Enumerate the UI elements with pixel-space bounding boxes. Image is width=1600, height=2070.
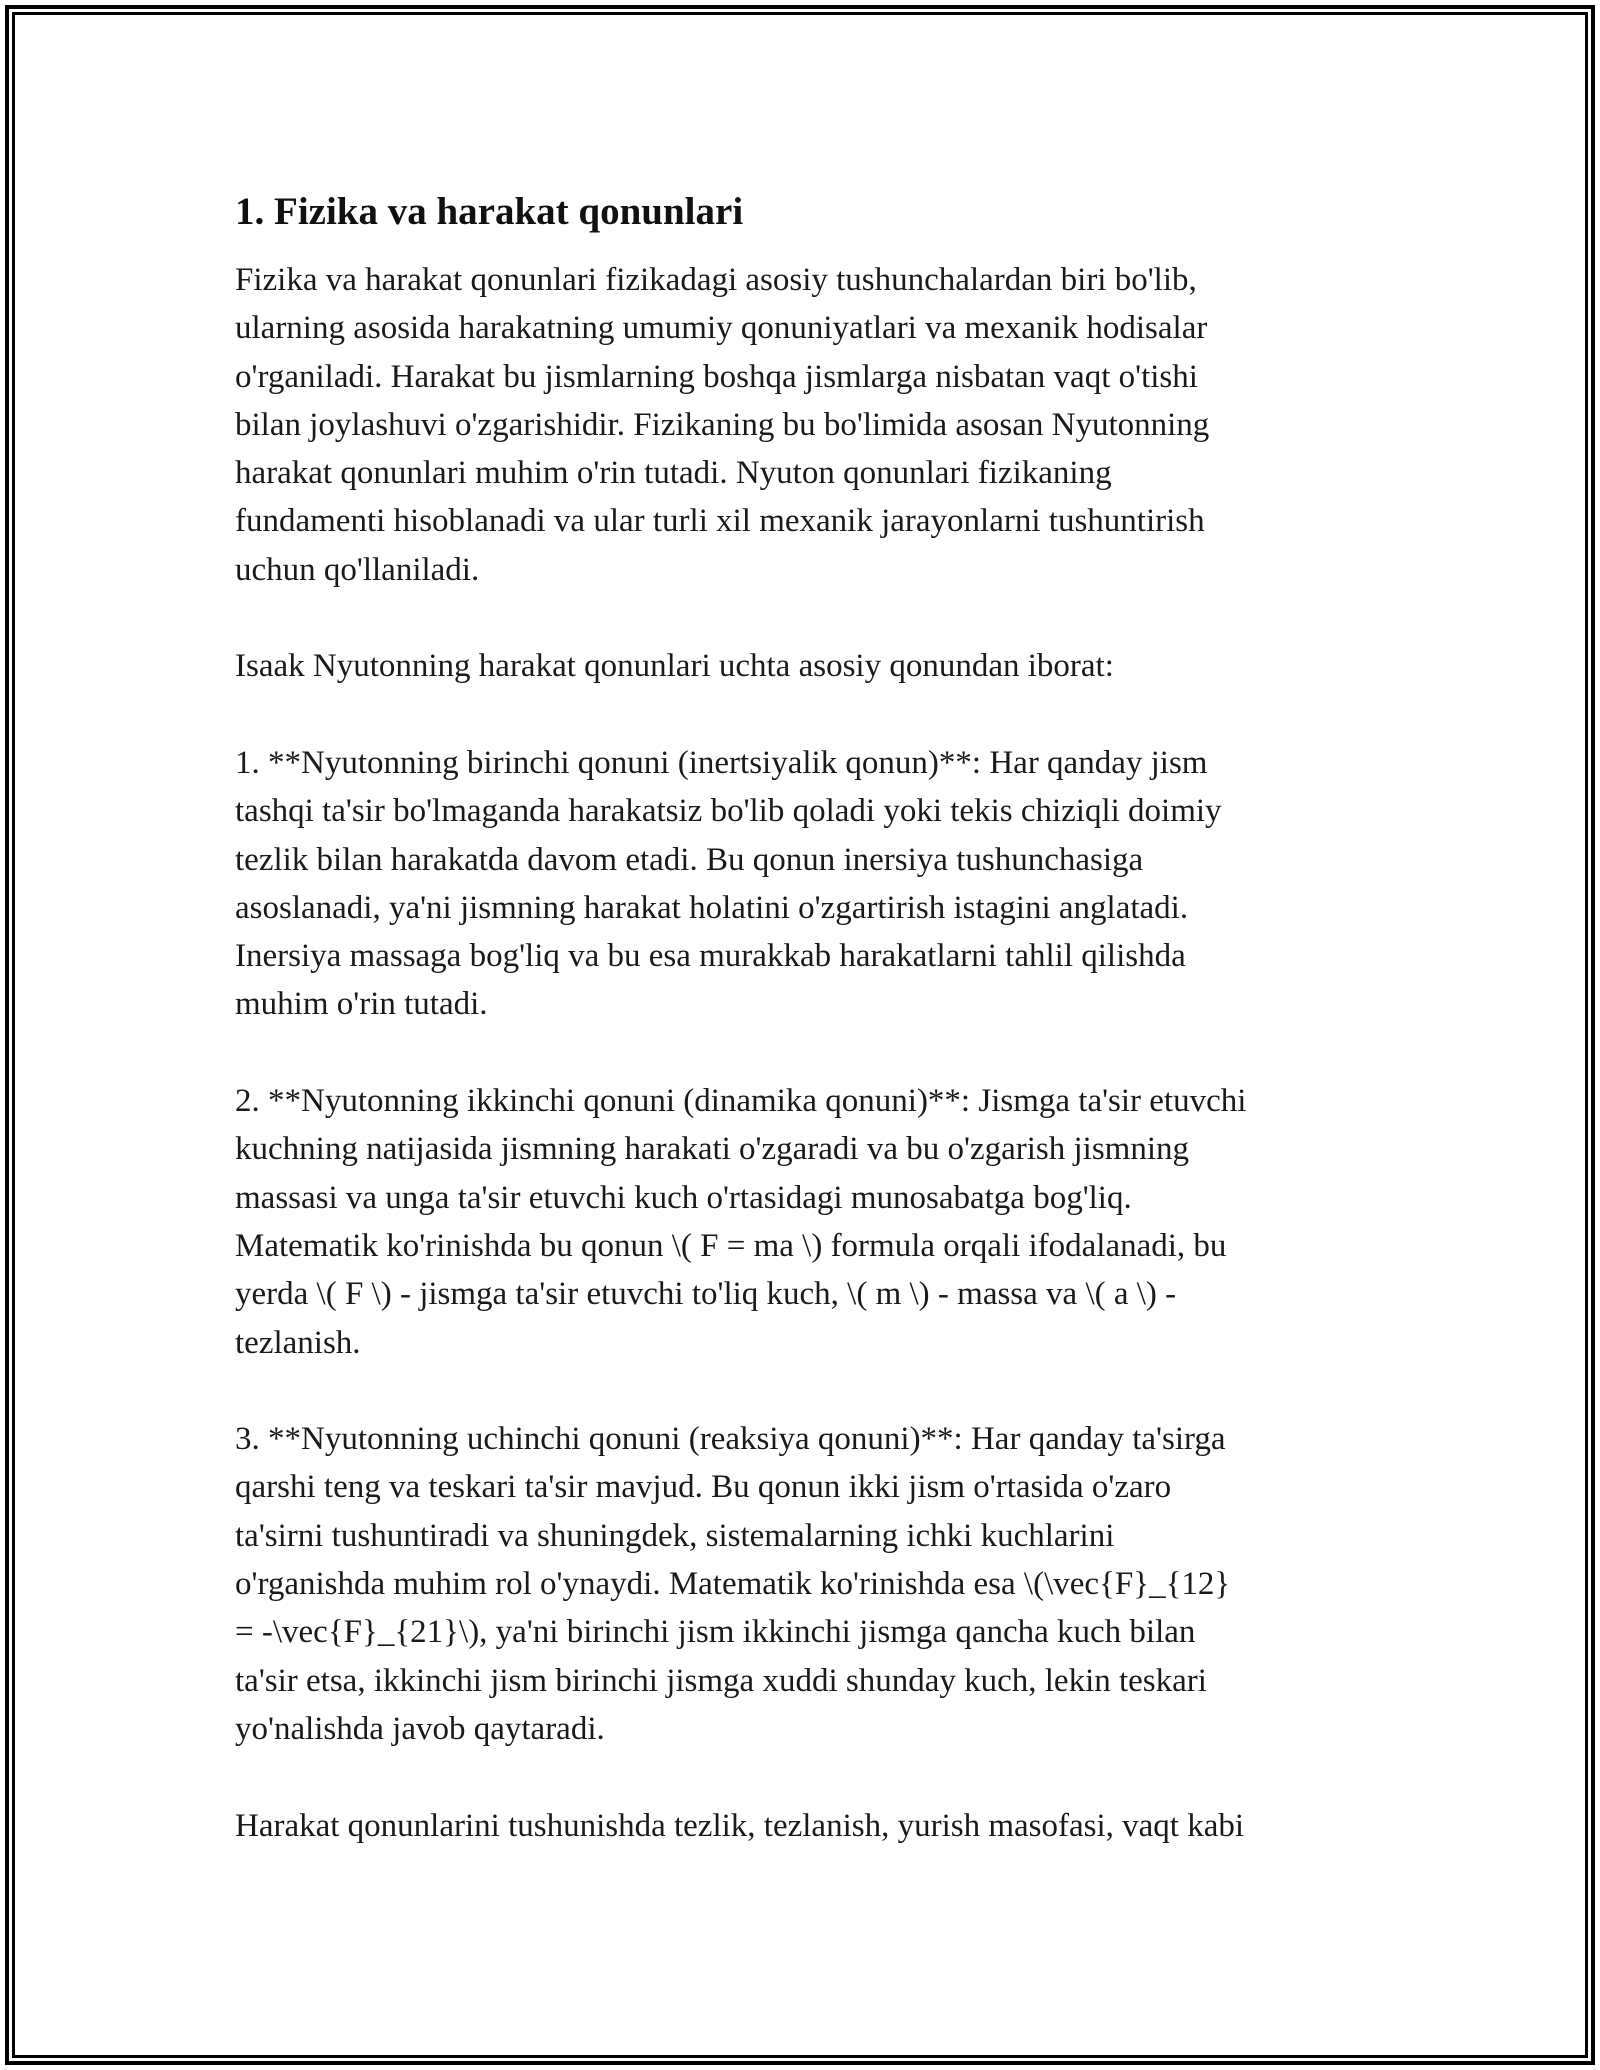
paragraph-first-law [235,739,1365,1029]
text-line: ularning asosida harakatning umumiy qonuniyatlari va mexanik hodisalar [235,310,1208,347]
text-line: 2. **Nyutonning ikkinchi qonuni (dinamika qonuni)**: Jismga ta'sir etuvchi [235,1083,1247,1120]
document-title: 1. Fizika va harakat qonunlari [235,190,744,233]
paragraph-closing [235,1802,1365,1850]
text-line: asoslanadi, ya'ni jismning harakat holatini o'zgartirish istagini anglatadi. [235,889,1189,926]
text-line: harakat qonunlari muhim o'rin tutadi. Nyuton qonunlari fizikaning [235,455,1112,492]
text-line: 3. **Nyutonning uchinchi qonuni (reaksiya qonuni)**: Har qanday ta'sirga [235,1421,1226,1458]
text-line: Inersiya massaga bog'liq va bu esa murakkab harakatlarni tahlil qilishda [235,938,1186,975]
text-line: Fizika va harakat qonunlari fizikadagi asosiy tushunchalardan biri bo'lib, [235,262,1197,298]
text-line: = -\vec{F}_{21}\), ya'ni birinchi jism ikkinchi jismga qancha kuch bilan [235,1614,1196,1651]
document-page [235,188,1365,1898]
text-line: massasi va unga ta'sir etuvchi kuch o'rtasidagi munosabatga bog'liq. [235,1179,1132,1216]
text-line: ta'sirni tushuntiradi va shuningdek, sistemalarning ichki kuchlarini [235,1517,1115,1554]
paragraph-intro [235,256,1365,594]
text-line: 1. **Nyutonning birinchi qonuni (inertsiyalik qonun)**: Har qanday jism [235,744,1208,781]
text-line: uchun qo'llaniladi. [235,551,480,588]
paragraph-third-law [235,1415,1365,1753]
text-line: tezlanish. [235,1324,361,1361]
text-line: yo'nalishda javob qaytaradi. [235,1710,605,1747]
text-line: Harakat qonunlarini tushunishda tezlik, tezlanish, yurish masofasi, vaqt kabi [235,1807,1245,1844]
paragraph-laws-intro [235,642,1365,690]
text-line: yerda \( F \) - jismga ta'sir etuvchi to'liq kuch, \( m \) - massa va \( a \) - [235,1276,1177,1313]
text-line: muhim o'rin tutadi. [235,986,488,1023]
text-line: bilan joylashuvi o'zgarishidir. Fizikaning bu bo'limida asosan Nyutonning [235,406,1210,443]
text-line: tashqi ta'sir bo'lmaganda harakatsiz bo'lib qoladi yoki tekis chiziqli doimiy [235,793,1222,830]
text-line: o'rganishda muhim rol o'ynaydi. Matematik ko'rinishda esa \(\vec{F}_{12} [235,1566,1231,1603]
text-line: qarshi teng va teskari ta'sir mavjud. Bu qonun ikki jism o'rtasida o'zaro [235,1469,1172,1506]
text-line: o'rganiladi. Harakat bu jismlarning boshqa jismlarga nisbatan vaqt o'tishi [235,358,1198,395]
text-line: tezlik bilan harakatda davom etadi. Bu qonun inersiya tushunchasiga [235,841,1144,878]
text-line: Isaak Nyutonning harakat qonunlari uchta asosiy qonundan iborat: [235,648,1114,685]
text-line: Matematik ko'rinishda bu qonun \( F = ma \) formula orqali ifodalanadi, bu [235,1227,1227,1264]
text-line: ta'sir etsa, ikkinchi jism birinchi jismga xuddi shunday kuch, lekin teskari [235,1662,1207,1699]
text-line: fundamenti hisoblanadi va ular turli xil mexanik jarayonlarni tushuntirish [235,503,1205,540]
paragraph-second-law [235,1077,1365,1367]
text-line: kuchning natijasida jismning harakati o'zgaradi va bu o'zgarish jismning [235,1131,1190,1168]
